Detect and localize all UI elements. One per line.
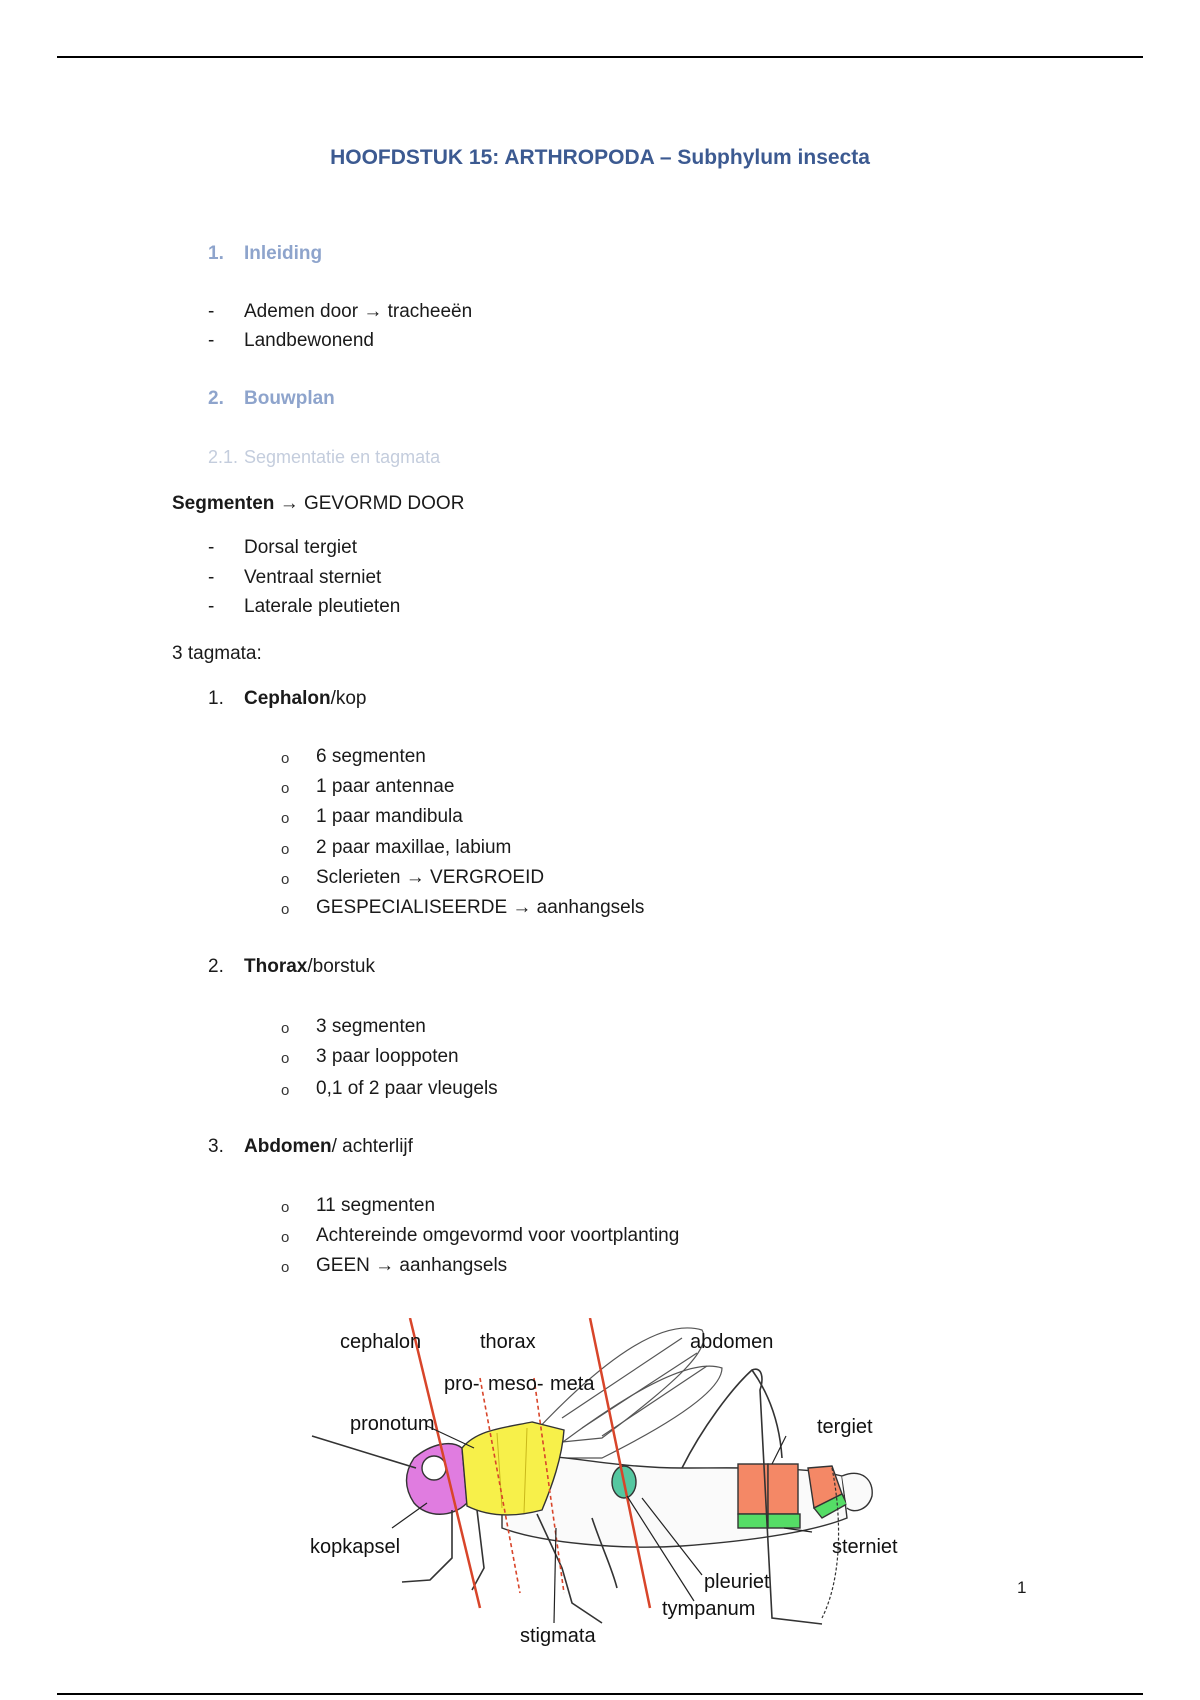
label-kopkapsel: kopkapsel — [310, 1536, 401, 1558]
list-item: 1 paar mandibula — [316, 806, 463, 827]
segmenten-term: Segmenten — [172, 493, 275, 514]
list-item: GEEN → aanhangsels — [316, 1255, 508, 1276]
label-abdomen: abdomen — [690, 1331, 774, 1353]
page-title: HOOFDSTUK 15: ARTHROPODA – Subphylum insecta — [330, 146, 870, 169]
list-item: Landbewonend — [244, 330, 374, 351]
bullet-circle-icon: o — [281, 1199, 290, 1216]
list-item: Ventraal sterniet — [244, 567, 382, 588]
list-item: 3 paar looppoten — [316, 1046, 459, 1067]
tagma-rest: / achterlijf — [331, 1136, 413, 1157]
sterniet-segment — [768, 1514, 800, 1528]
body-illustration — [407, 1422, 873, 1547]
list-item: 0,1 of 2 paar vleugels — [316, 1078, 498, 1099]
footer-rule — [57, 1693, 1143, 1695]
label-pro: pro- — [444, 1373, 480, 1395]
label-tergiet: tergiet — [817, 1416, 873, 1438]
tagma-number: 2. — [208, 956, 224, 977]
bullet-dash: - — [208, 596, 215, 617]
section-2-number: 2. — [208, 388, 224, 409]
label-stigmata: stigmata — [520, 1625, 596, 1647]
segmenten-rest: → GEVORMD DOOR — [274, 493, 465, 514]
label-meta: meta — [550, 1373, 595, 1395]
sterniet-segment — [738, 1514, 768, 1528]
label-thorax: thorax — [480, 1331, 536, 1353]
list-item: 6 segmenten — [316, 746, 426, 767]
section-1-number: 1. — [208, 243, 224, 264]
subsection-heading: Segmentatie en tagmata — [244, 447, 441, 467]
tagmata-intro: 3 tagmata: — [172, 643, 262, 664]
header-rule — [57, 56, 1143, 58]
section-2-heading: Bouwplan — [244, 388, 335, 409]
tagma-term: Thorax — [244, 956, 308, 977]
bullet-circle-icon: o — [281, 810, 290, 827]
bullet-dash: - — [208, 330, 215, 351]
bullet-circle-icon: o — [281, 1259, 290, 1276]
tagma-term: Cephalon — [244, 688, 331, 709]
bullet-circle-icon: o — [281, 750, 290, 767]
tagma-heading — [244, 956, 375, 978]
list-item: GESPECIALISEERDE → aanhangsels — [316, 897, 645, 918]
tagma-heading — [244, 1136, 413, 1158]
bullet-circle-icon: o — [281, 841, 290, 858]
tagma-heading — [244, 688, 366, 710]
label-sterniet: sterniet — [832, 1536, 898, 1558]
list-item: 1 paar antennae — [316, 776, 455, 797]
bullet-circle-icon: o — [281, 780, 290, 797]
label-meso: meso- — [488, 1373, 544, 1395]
list-item: 11 segmenten — [316, 1195, 436, 1216]
label-tympanum: tympanum — [662, 1598, 756, 1620]
list-item: 2 paar maxillae, labium — [316, 837, 512, 858]
tergiet-segment — [768, 1464, 798, 1514]
subsection-number: 2.1. — [208, 447, 239, 467]
label-cephalon: cephalon — [340, 1331, 422, 1353]
bullet-circle-icon: o — [281, 1050, 290, 1067]
bullet-circle-icon: o — [281, 1082, 290, 1099]
tagma-rest: /kop — [330, 688, 367, 709]
bullet-dash: - — [208, 301, 215, 322]
list-item: Ademen door → tracheeën — [244, 301, 473, 322]
bullet-dash: - — [208, 537, 215, 558]
tagma-term: Abdomen — [244, 1136, 332, 1157]
list-item: Dorsal tergiet — [244, 537, 357, 558]
bullet-circle-icon: o — [281, 1229, 290, 1246]
label-pronotum: pronotum — [350, 1413, 435, 1435]
list-item: Achtereinde omgevormd voor voortplanting — [316, 1225, 680, 1246]
bullet-circle-icon: o — [281, 1020, 290, 1037]
bullet-dash: - — [208, 567, 215, 588]
section-1-heading: Inleiding — [244, 243, 323, 264]
page-number: 1 — [1017, 1578, 1027, 1597]
label-pleuriet: pleuriet — [704, 1571, 770, 1593]
tagma-number: 3. — [208, 1136, 224, 1157]
bullet-circle-icon: o — [281, 871, 290, 888]
list-item: 3 segmenten — [316, 1016, 426, 1037]
insect-anatomy-diagram — [302, 1318, 912, 1648]
segmenten-line — [172, 493, 464, 515]
tagma-rest: /borstuk — [307, 956, 375, 977]
tagma-number: 1. — [208, 688, 224, 709]
list-item: Sclerieten → VERGROEID — [316, 867, 545, 888]
bullet-circle-icon: o — [281, 901, 290, 918]
list-item: Laterale pleutieten — [244, 596, 401, 617]
